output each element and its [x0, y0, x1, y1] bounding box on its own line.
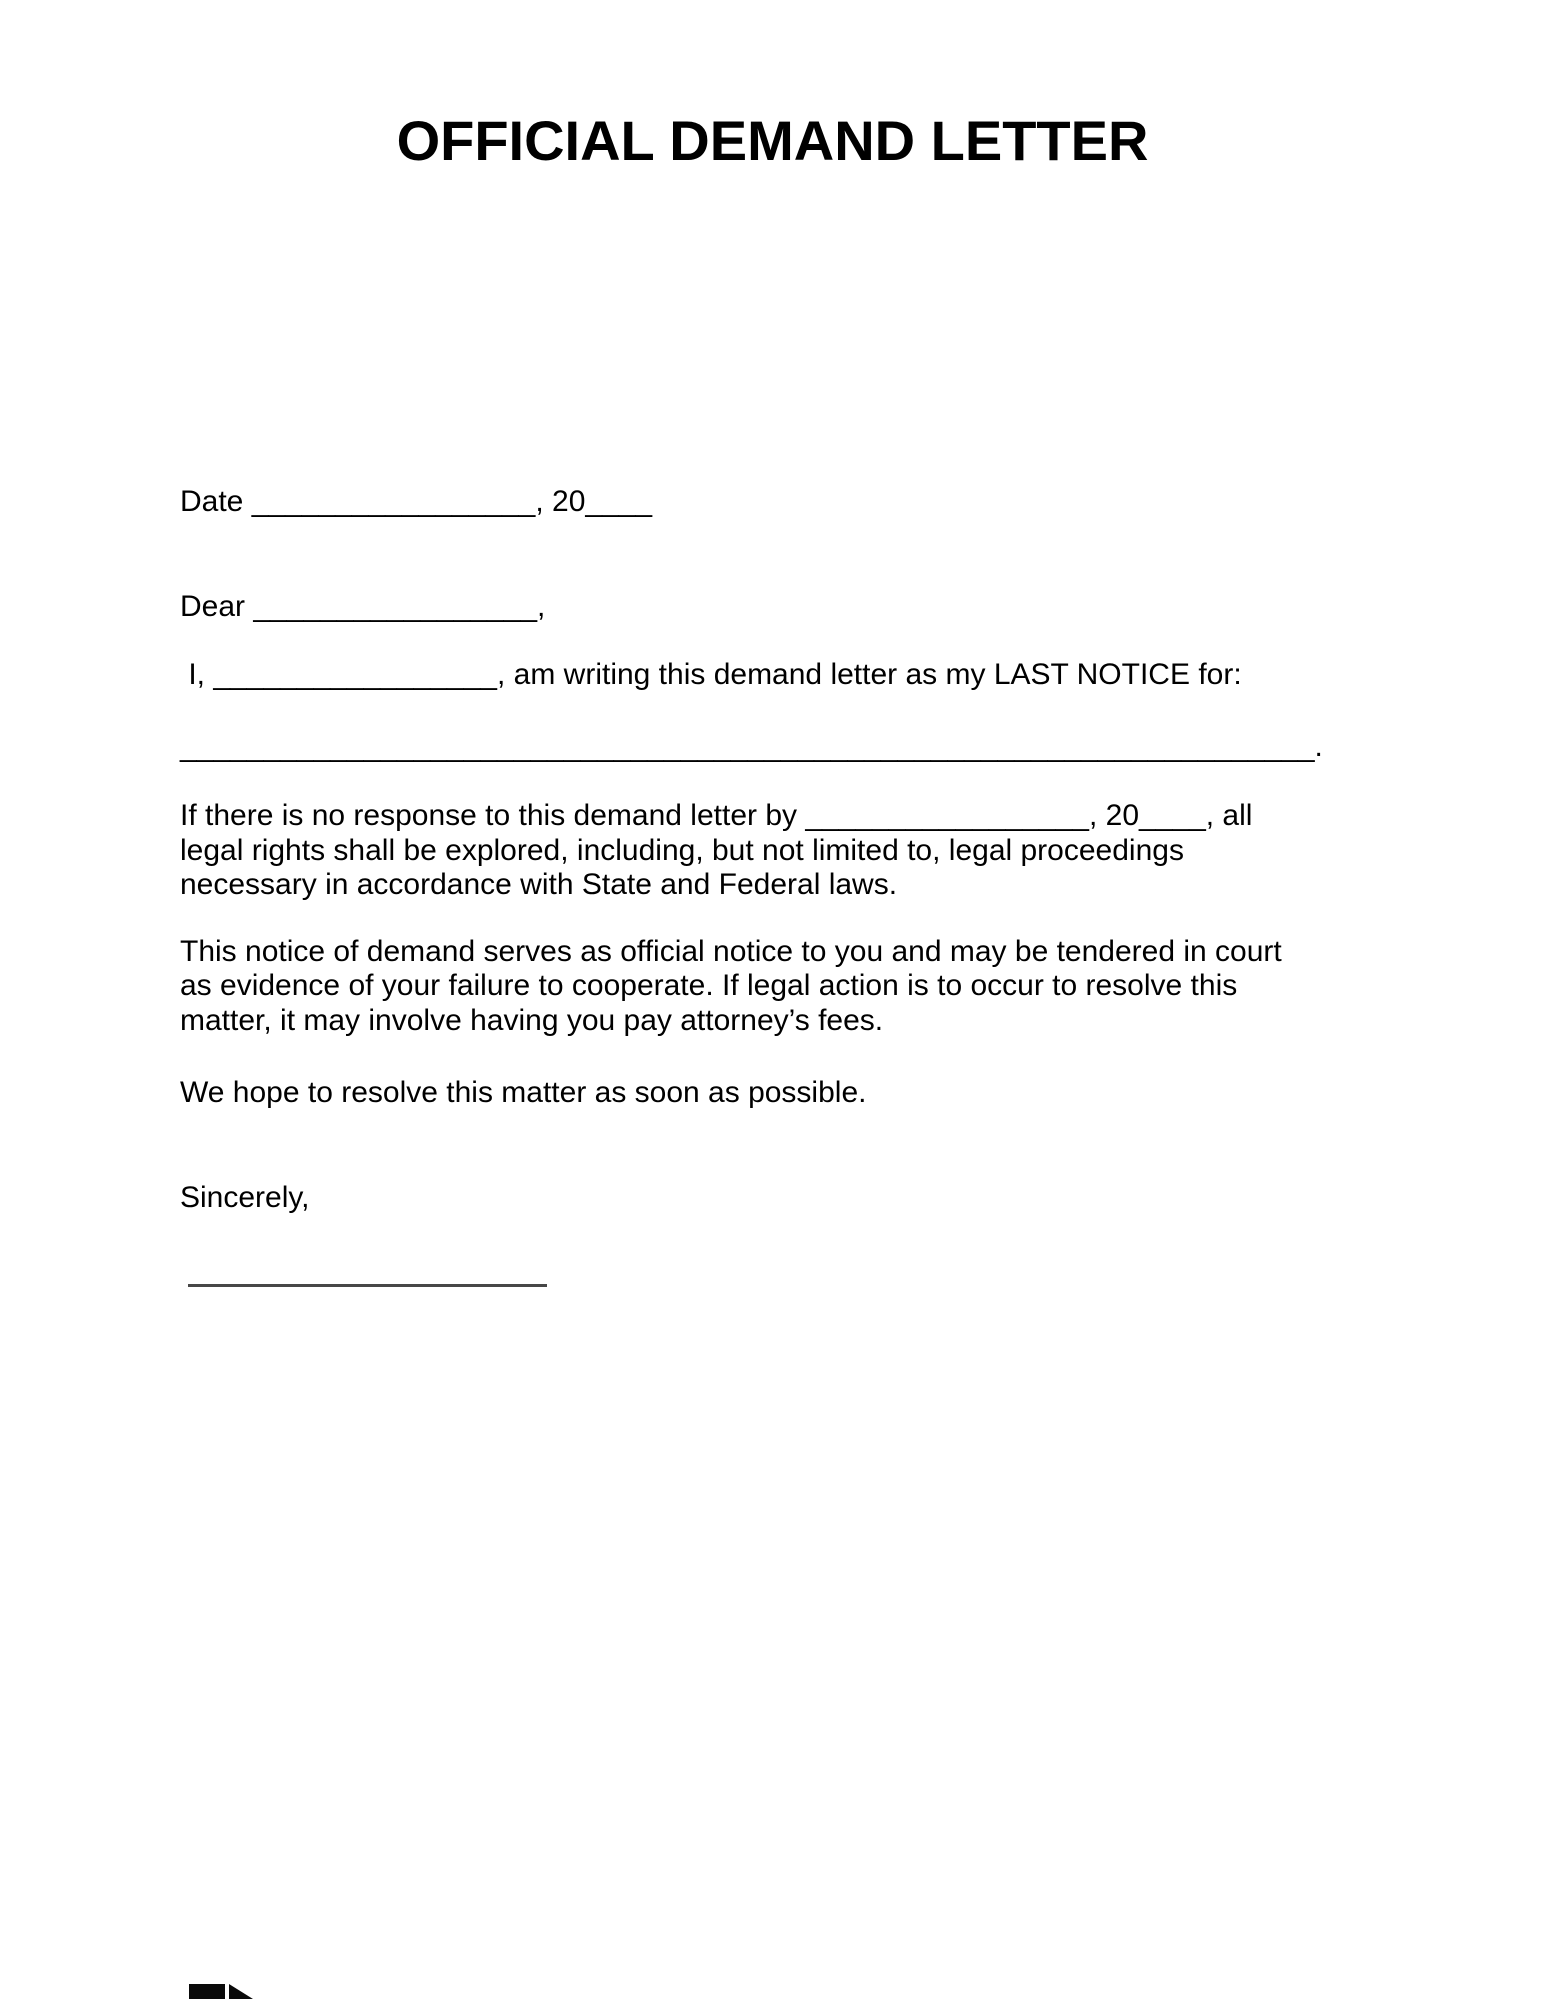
signature-line — [188, 1284, 547, 1287]
paragraph-line: as evidence of your failure to cooperate. If legal action is to occur to resolve this — [180, 969, 1238, 1002]
paragraph-line: necessary in accordance with State and Federal laws. — [180, 868, 898, 901]
paragraph-line: If there is no response to this demand letter by _________________, 20____, all — [180, 799, 1253, 832]
signoff-text: Sincerely, — [180, 1180, 310, 1214]
document-content — [0, 109, 1545, 1287]
document-title: OFFICIAL DEMAND LETTER — [396, 109, 1149, 172]
paragraph-line: matter, it may involve having you pay attorney’s fees. — [180, 1003, 884, 1037]
reason-blank-line: ____________________________________________________________________. — [180, 729, 1323, 763]
intro-sentence-line: I, _________________, am writing this demand letter as my LAST NOTICE for: — [180, 658, 1242, 691]
paragraph-official-notice — [180, 935, 1365, 1039]
date-fill-in-line: Date _________________, 20____ — [180, 485, 653, 518]
paragraph-response-deadline — [180, 799, 1365, 903]
document-page-icon — [189, 1984, 253, 1999]
closing-sentence: We hope to resolve this matter as soon as possible. — [180, 1076, 867, 1109]
salutation-fill-in-line: Dear _________________, — [180, 589, 546, 623]
paragraph-line: legal rights shall be explored, including, but not limited to, legal proceedings — [180, 833, 1184, 867]
paragraph-line: This notice of demand serves as official notice to you and may be tendered in court — [180, 934, 1282, 968]
